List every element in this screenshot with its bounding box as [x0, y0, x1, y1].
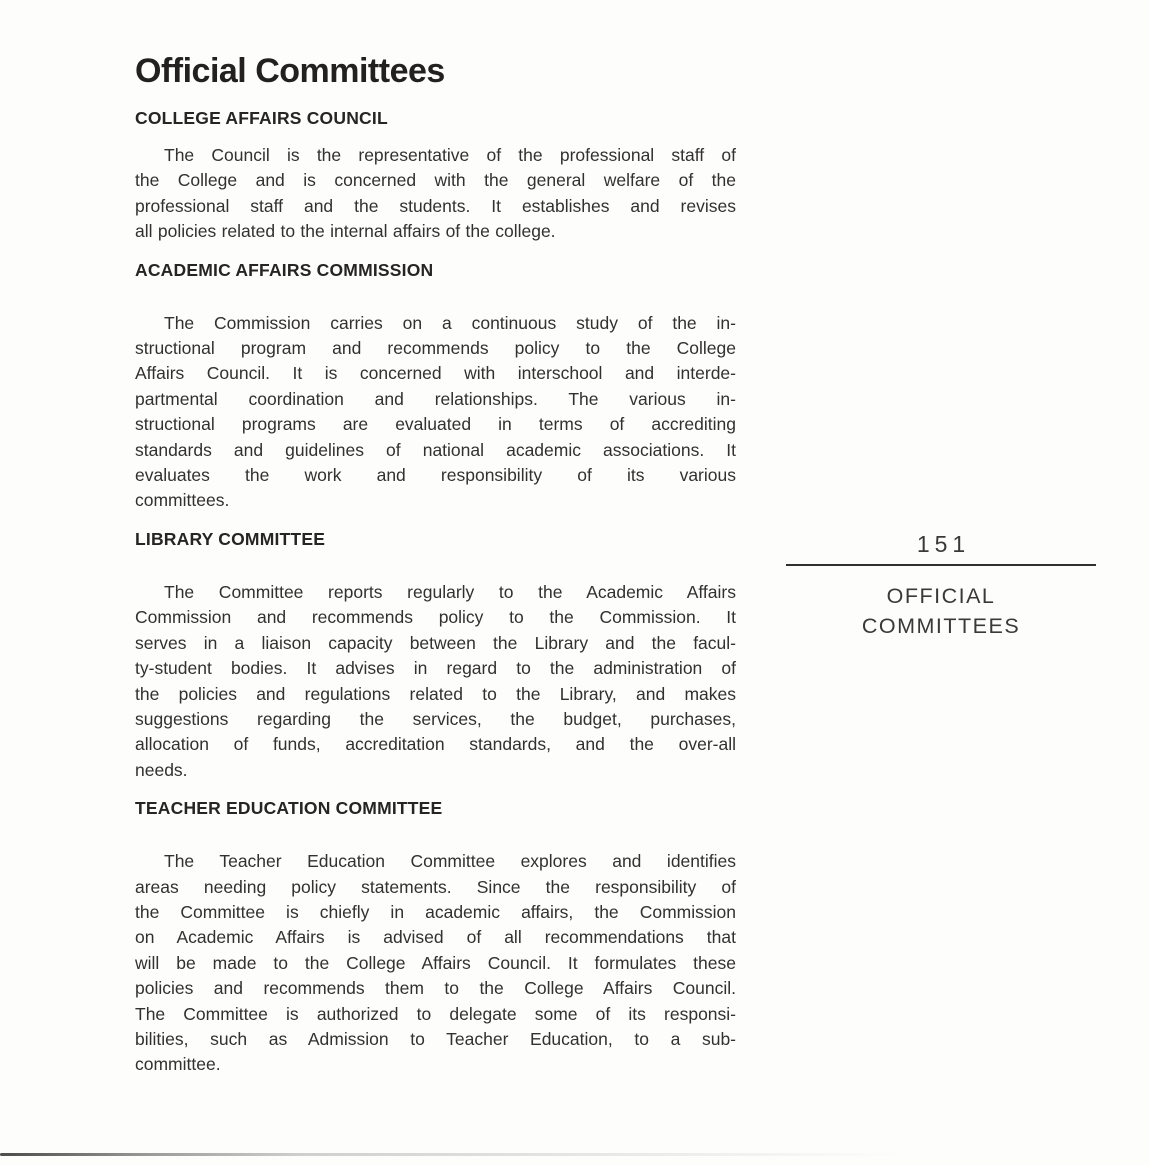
- text-line: professional staff and the students. It establishes and revises: [135, 195, 736, 216]
- text-line: policies and recommends them to the College Affairs Council.: [135, 978, 736, 999]
- text-line: areas needing policy statements. Since the responsibility of: [135, 876, 736, 897]
- text-line: structional programs are evaluated in terms of accrediting: [135, 414, 736, 435]
- running-header: [786, 581, 1096, 641]
- text-line: The Council is the representative of the professional staff of: [164, 145, 736, 165]
- scan-artifact-streak: [0, 1153, 920, 1156]
- text-line: The Committee is authorized to delegate some of its responsi-: [135, 1003, 736, 1024]
- section-heading: COLLEGE AFFAIRS COUNCIL: [135, 108, 388, 128]
- text-line: committee.: [135, 1054, 221, 1075]
- section-library-committee: [135, 528, 736, 783]
- text-line: the College and is concerned with the general welfare of the: [135, 170, 736, 191]
- text-line: serves in a liaison capacity between the Library and the facul-: [135, 632, 736, 653]
- section-paragraph: [135, 311, 736, 514]
- margin-running-head: [786, 530, 1096, 641]
- text-line: standards and guidelines of national academic associations. It: [135, 439, 736, 460]
- page-number: 151: [916, 531, 971, 557]
- section-college-affairs-council: [135, 107, 736, 245]
- section-heading: ACADEMIC AFFAIRS COMMISSION: [135, 259, 434, 280]
- main-text-column: [135, 50, 736, 1078]
- text-line: ty-student bodies. It advises in regard to the administration of: [135, 658, 736, 679]
- text-line: Affairs Council. It is concerned with interschool and interde-: [135, 363, 736, 384]
- section-paragraph: [135, 143, 736, 245]
- text-line: allocation of funds, accreditation standards, and the over-all: [135, 734, 736, 755]
- section-heading: TEACHER EDUCATION COMMITTEE: [135, 798, 443, 819]
- header-rule-divider: [786, 564, 1096, 566]
- text-line: The Teacher Education Committee explores and identifies: [164, 851, 736, 872]
- page-title: Official Committees: [135, 52, 445, 90]
- text-line: the Committee is chiefly in academic affairs, the Commission: [135, 901, 736, 922]
- text-line: The Committee reports regularly to the Academic Affairs: [164, 581, 736, 602]
- section-paragraph: [135, 580, 736, 783]
- section-academic-affairs-commission: [135, 259, 736, 514]
- text-line: partmental coordination and relationships. The various in-: [135, 388, 736, 409]
- text-line: Commission and recommends policy to the Commission. It: [135, 607, 736, 628]
- text-line: needs.: [135, 759, 188, 780]
- text-line: structional program and recommends policy to the College: [135, 338, 736, 359]
- text-line: on Academic Affairs is advised of all recommendations that: [135, 927, 736, 948]
- running-header-line-1: OFFICIAL: [886, 584, 996, 608]
- running-header-line-2: COMMITTEES: [861, 614, 1021, 638]
- text-line: the policies and regulations related to the Library, and makes: [135, 683, 736, 704]
- text-line: evaluates the work and responsibility of its various: [135, 465, 736, 486]
- section-paragraph: [135, 849, 736, 1078]
- text-line: all policies related to the internal affairs of the college.: [135, 221, 556, 242]
- section-heading: LIBRARY COMMITTEE: [135, 528, 326, 549]
- section-teacher-education-committee: [135, 797, 736, 1078]
- text-line: suggestions regarding the services, the budget, purchases,: [135, 708, 736, 729]
- text-line: will be made to the College Affairs Council. It formulates these: [135, 952, 736, 973]
- text-line: The Commission carries on a continuous study of the in-: [164, 312, 736, 333]
- text-line: committees.: [135, 490, 230, 511]
- text-line: bilities, such as Admission to Teacher Education, to a sub-: [135, 1028, 736, 1049]
